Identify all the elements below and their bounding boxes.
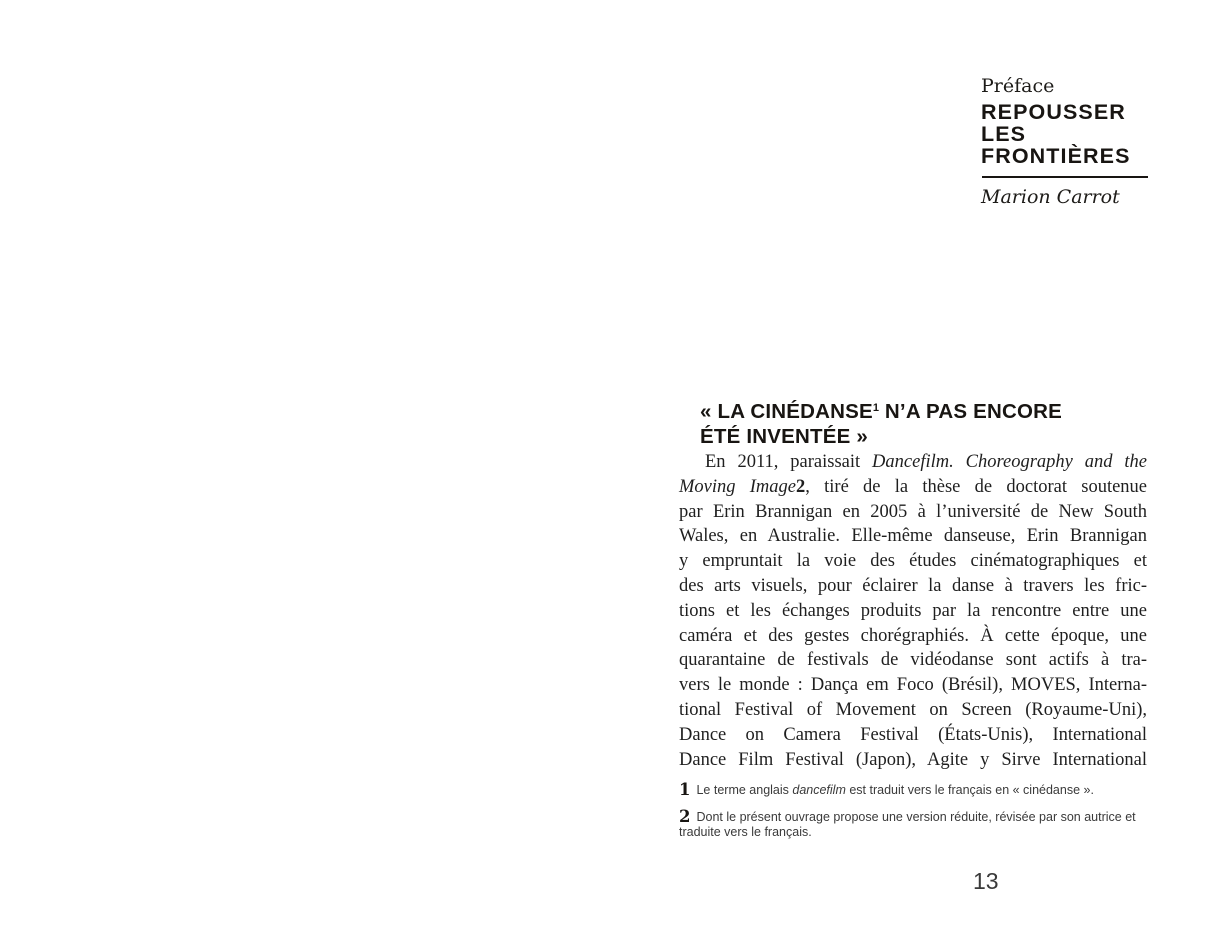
body-line: [679, 673, 1147, 698]
text-segment: En 2011, paraissait: [705, 452, 873, 472]
preface-kicker: Préface: [981, 75, 1055, 97]
text-segment: Dance Film Festival (Japon), Agite y Sirve International: [679, 749, 1147, 770]
text-segment: « LA CINÉDANSE: [700, 400, 873, 423]
heading-line: [700, 396, 1150, 424]
heading-line: [700, 424, 1150, 449]
footnotes-section: [679, 782, 1149, 851]
body-line: [679, 748, 1147, 773]
footnote-number: 1: [679, 780, 691, 799]
body-line: [679, 450, 1147, 475]
text-segment: FRONTIÈRES: [981, 144, 1131, 168]
body-line: [679, 524, 1147, 549]
text-segment: par Erin Brannigan en 2005 à l’université de New South: [679, 501, 1147, 522]
text-segment: des arts visuels, pour éclairer la danse à travers les fric-: [679, 575, 1147, 596]
text-segment: REPOUSSER: [981, 100, 1126, 124]
footnote: [679, 782, 1149, 799]
text-segment: est traduit vers le français en « cinédanse ».: [845, 783, 1094, 797]
text-segment: y empruntait la voie des études cinématographiques et: [679, 551, 1147, 572]
text-segment: quarantaine de festivals de vidéodanse sont actifs à tra-: [679, 650, 1147, 671]
text-segment: Dance on Camera Festival (États-Unis), International: [679, 724, 1147, 745]
text-segment: vers le monde : Dança em Foco (Brésil), MOVES, Interna-: [679, 675, 1147, 696]
text-segment: LES: [981, 122, 1027, 146]
body-line: [679, 475, 1147, 500]
text-segment: Wales, en Australie. Elle-même danseuse, Erin Brannigan: [679, 526, 1147, 547]
title-divider: [982, 176, 1148, 178]
page-number: 13: [973, 868, 999, 894]
text-segment: N’A PAS ENCORE: [879, 400, 1062, 423]
body-line: [679, 624, 1147, 649]
footnote-text: [679, 810, 1136, 840]
body-line: [679, 574, 1147, 599]
body-line: [679, 698, 1147, 723]
title-line: [981, 145, 1149, 167]
body-line: [679, 648, 1147, 673]
text-segment: ÉTÉ INVENTÉE »: [700, 425, 868, 448]
title-line: [981, 123, 1149, 145]
text-segment: Moving Image: [679, 476, 797, 497]
footnote-number: 2: [679, 806, 691, 826]
body-line: [679, 500, 1147, 525]
footnote: [679, 806, 1149, 841]
text-segment: 1: [872, 402, 880, 414]
text-segment: caméra et des gestes chorégraphiés. À cette époque, une: [679, 625, 1147, 646]
text-segment: Le terme anglais: [696, 783, 793, 797]
text-segment: Dancefilm. Choreography and the: [872, 452, 1147, 472]
body-paragraph: [679, 450, 1147, 772]
title-line: [981, 101, 1149, 123]
text-segment: traduite vers le français.: [679, 825, 812, 839]
body-line: [679, 723, 1147, 748]
text-segment: 2: [796, 476, 806, 497]
chapter-title: [981, 101, 1149, 167]
preface-header: [981, 74, 1149, 208]
text-segment: Dont le présent ouvrage propose une version réduite, révisée par son autrice et: [696, 809, 1136, 824]
text-segment: , tiré de la thèse de doctorat soutenue: [805, 476, 1148, 497]
footnote-text: [696, 783, 1093, 797]
text-segment: tional Festival of Movement on Screen (Royaume-Uni),: [679, 699, 1147, 720]
section-heading: [700, 396, 1150, 449]
text-segment: tions et les échanges produits par la rencontre entre une: [679, 600, 1147, 621]
author-name: Marion Carrot: [981, 186, 1120, 208]
body-line: [679, 549, 1147, 574]
text-segment: dancefilm: [792, 783, 846, 797]
body-line: [679, 599, 1147, 624]
